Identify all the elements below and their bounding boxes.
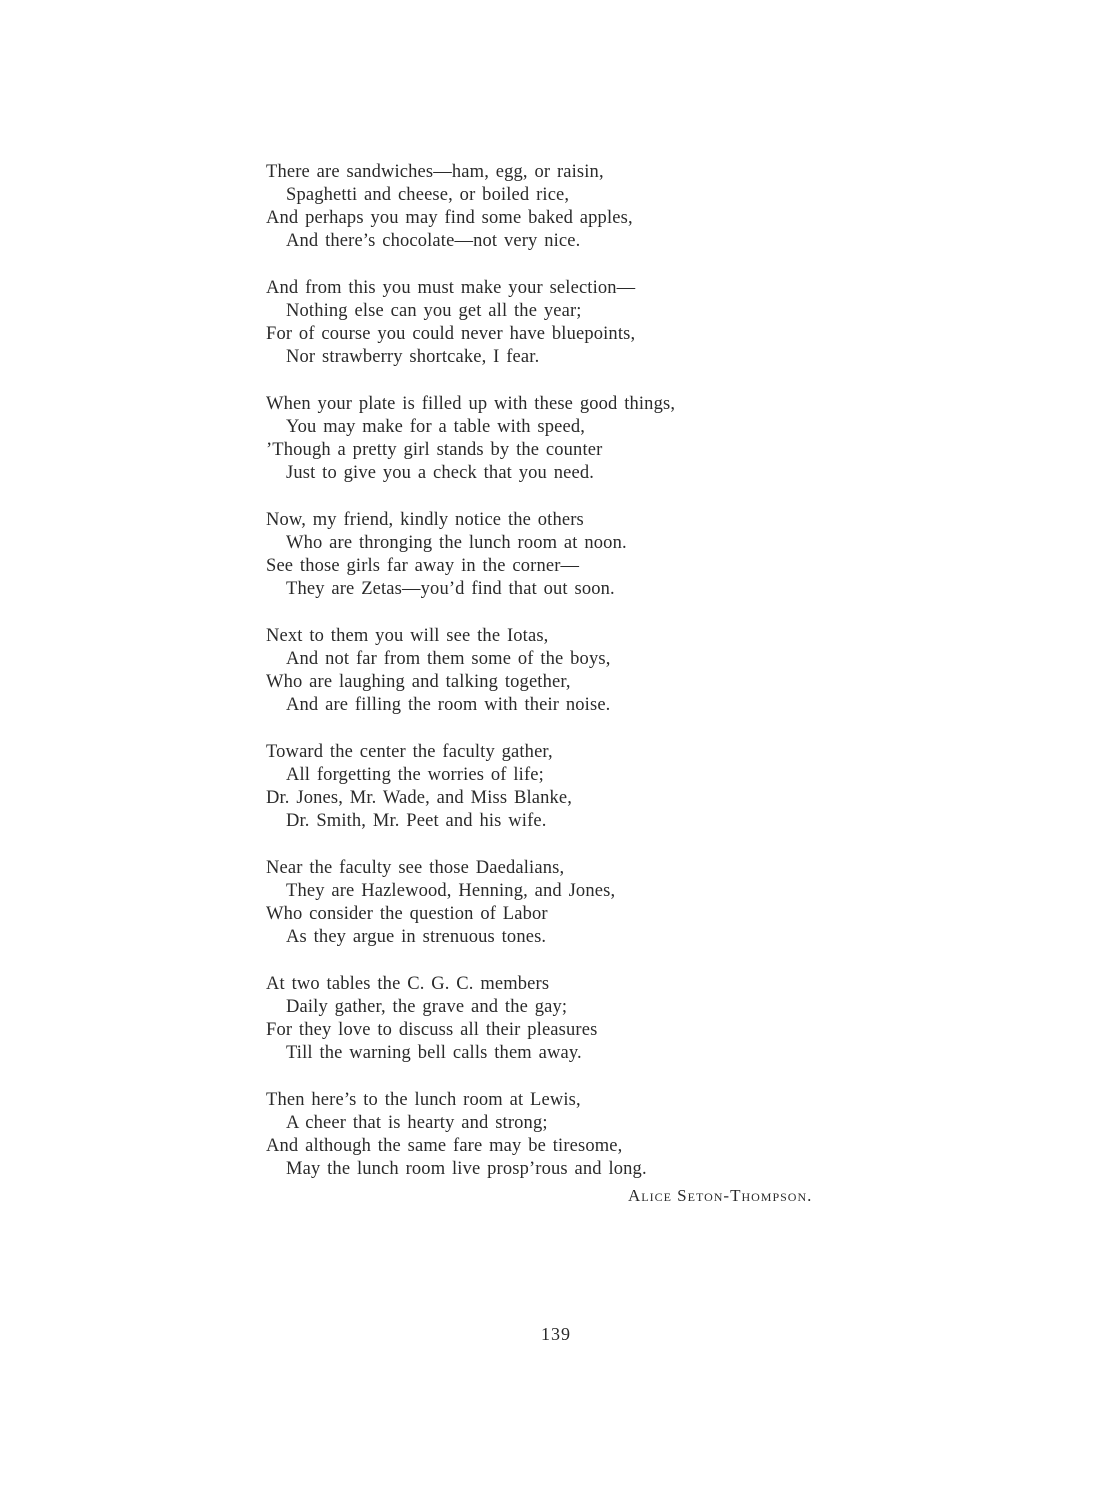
stanza-9 xyxy=(266,1089,886,1181)
poem-line: Next to them you will see the Iotas, xyxy=(266,626,549,646)
poem-line: Just to give you a check that you need. xyxy=(286,463,595,483)
poem-line: Who are thronging the lunch room at noon. xyxy=(286,533,627,553)
poem-line: Daily gather, the grave and the gay; xyxy=(286,997,568,1017)
stanza-6 xyxy=(266,741,886,833)
poem-line: Then here’s to the lunch room at Lewis, xyxy=(266,1090,581,1110)
poem-line: And are filling the room with their noise. xyxy=(286,695,611,715)
poem-line: Dr. Jones, Mr. Wade, and Miss Blanke, xyxy=(266,788,573,808)
stanza-3 xyxy=(266,393,886,485)
stanza-1 xyxy=(266,161,886,253)
stanza-7 xyxy=(266,857,886,949)
poem-line: Toward the center the faculty gather, xyxy=(266,742,553,762)
poem-line: You may make for a table with speed, xyxy=(286,417,586,437)
poem-line: See those girls far away in the corner— xyxy=(266,556,580,576)
poem-line: They are Hazlewood, Henning, and Jones, xyxy=(286,881,616,901)
stanza-4 xyxy=(266,509,886,601)
poem-line: Now, my friend, kindly notice the others xyxy=(266,510,584,530)
poem-line: Nor strawberry shortcake, I fear. xyxy=(286,347,540,367)
poem-line: May the lunch room live prosp’rous and long. xyxy=(286,1159,647,1179)
poem-line: When your plate is filled up with these good things, xyxy=(266,394,676,414)
poem-line: ’Though a pretty girl stands by the counter xyxy=(266,440,603,460)
poem-line: As they argue in strenuous tones. xyxy=(286,927,547,947)
poem-line: They are Zetas—you’d find that out soon. xyxy=(286,579,615,599)
stanza-8 xyxy=(266,973,886,1065)
stanza-2 xyxy=(266,277,886,369)
author-signature: Alice Seton-Thompson. xyxy=(628,1186,813,1205)
poem-line: Spaghetti and cheese, or boiled rice, xyxy=(286,185,570,205)
poem-line: Till the warning bell calls them away. xyxy=(286,1043,582,1063)
poem-line: And perhaps you may find some baked apples, xyxy=(266,208,633,228)
poem-line: All forgetting the worries of life; xyxy=(286,765,544,785)
poem-line: There are sandwiches—ham, egg, or raisin, xyxy=(266,162,604,182)
poem-line: And although the same fare may be tiresome, xyxy=(266,1136,623,1156)
poem-line: Near the faculty see those Daedalians, xyxy=(266,858,565,878)
poem-line: A cheer that is hearty and strong; xyxy=(286,1113,548,1133)
page-number: 139 xyxy=(541,1324,571,1344)
poem-line: Who are laughing and talking together, xyxy=(266,672,571,692)
poem-line: For they love to discuss all their pleasures xyxy=(266,1020,598,1040)
poem-line: Who consider the question of Labor xyxy=(266,904,548,924)
poem-line: And from this you must make your selection— xyxy=(266,278,636,298)
poem-line: At two tables the C. G. C. members xyxy=(266,974,550,994)
stanza-5 xyxy=(266,625,886,717)
poem-line: And not far from them some of the boys, xyxy=(286,649,611,669)
poem xyxy=(266,161,886,1205)
poem-line: Dr. Smith, Mr. Peet and his wife. xyxy=(286,811,547,831)
poem-line: For of course you could never have bluepoints, xyxy=(266,324,636,344)
poem-line: And there’s chocolate—not very nice. xyxy=(286,231,581,251)
poem-line: Nothing else can you get all the year; xyxy=(286,301,582,321)
